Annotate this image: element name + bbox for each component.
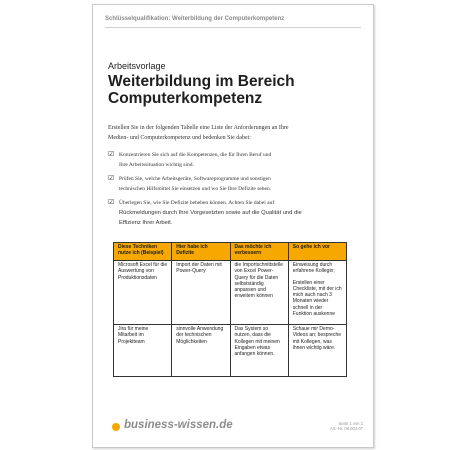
checkbox-check-icon: ☑	[108, 174, 115, 182]
document-title	[108, 73, 358, 107]
table-row	[114, 261, 347, 325]
table-cell: Jira für meine Mitarbeit im Projektteam	[114, 325, 172, 377]
table-row	[114, 325, 347, 377]
title-line: Computerkompetenz	[108, 90, 263, 107]
table-header-row	[114, 243, 347, 261]
table-cell: Import der Daten mit Power-Query	[172, 261, 230, 325]
header-divider	[105, 27, 361, 28]
checklist-line: technischen Hilfsmittel Sie einsetzen und wo Sie Ihre Defizite sehen.	[119, 186, 272, 192]
checklist-line: Ihre Arbeitssituation wichtig sind.	[119, 162, 194, 168]
checklist-item	[108, 150, 366, 170]
page-header: Schlüsselqualifikation: Weiterbildung der Computerkompetenz	[105, 16, 285, 22]
footer-meta	[330, 421, 363, 431]
checkbox-check-icon: ☑	[108, 198, 115, 206]
table-cell: Einweisung durch erfahrene Kollegin; Erstellen einer Checkliste, mit der ich mich auch nach 3 Monaten wieder schnell in der Funktion auskenne	[288, 261, 346, 325]
checklist-item	[108, 174, 366, 194]
business-wissen-logo[interactable]: business-wissen.de	[124, 419, 233, 431]
intro-line: Medien- und Computerkompetenz und bedenken Sie dabei:	[108, 135, 251, 141]
table-cell: Schaue mir Demo- Videos an; bespreche mit Kollegen, was ihnen wichtig wäre.	[288, 325, 346, 377]
competence-table	[113, 242, 347, 377]
intro-line: Erstellen Sie in der folgenden Tabelle eine Liste der Anforderungen an Ihre	[108, 125, 289, 131]
intro-paragraph	[108, 123, 358, 143]
title-line: Weiterbildung im Bereich	[108, 73, 295, 90]
table-cell: Das System so nutzen, dass die Kollegen mit meinen Eingaben etwas anfangen können.	[230, 325, 288, 377]
table-header-cell: So gehe ich vor	[288, 243, 346, 261]
table-header-cell: Das möchte ich verbessern	[230, 243, 288, 261]
checklist-line: Konzentrieren Sie sich auf die Kompetenzen, die für Ihren Beruf und	[119, 152, 272, 158]
table-header-cell: Hier habe ich Defizite	[172, 243, 230, 261]
checklist-line: Prüfen Sie, welche Arbeitsgeräte, Softwareprogramme und sonstigen	[119, 176, 271, 182]
table-cell: die Importschnittstelle von Excel Power- Query für die Daten selbstständig anpassen und erweitern können	[230, 261, 288, 325]
article-number: Art.-Nr. 08.003.07	[329, 426, 363, 431]
page-number: Seite 1 von 2	[338, 421, 363, 426]
checklist-line: Rückmeldungen durch Ihre Vorgesetzten sowie auf die Qualität und die	[119, 210, 302, 216]
checklist-line: Überlegen Sie, wie Sie Defizite beheben können. Achten Sie dabei auf	[119, 200, 275, 206]
checklist-line: Effizienz Ihrer Arbeit.	[119, 220, 173, 226]
checklist	[108, 150, 366, 232]
table-header-cell: Diese Techniken nutze ich (Beispiel)	[114, 243, 172, 261]
table-cell: Microsoft Excel für die Auswertung von Produktionsdaten	[114, 261, 172, 325]
checkbox-check-icon: ☑	[108, 150, 115, 158]
checklist-item	[108, 198, 366, 228]
table-cell: sinnvolle Anwendung der technischen Möglichkeiten	[172, 325, 230, 377]
orange-dot-icon	[112, 423, 120, 431]
document-subtitle: Arbeitsvorlage	[108, 61, 166, 71]
document-page	[92, 4, 374, 448]
